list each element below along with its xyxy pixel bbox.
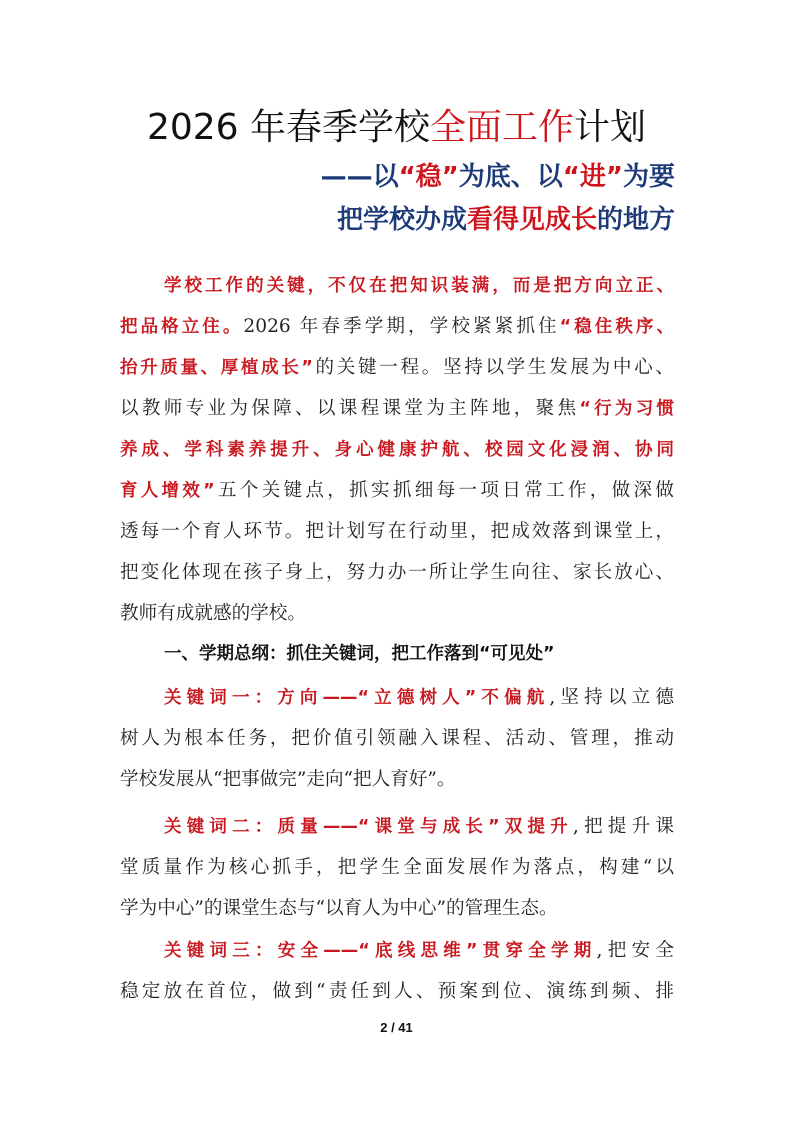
subtitle1-part3: 为要 [622,162,675,192]
intro-line-6: 育人增效”五个关键点，抓实抓细每一项日常工作，做深做 [120,480,674,501]
intro-line-1: 学校工作的关键，不仅在把知识装满，而是把方向立正、 [164,276,674,296]
intro-line-9: 教师有成就感的学校。 [120,603,306,624]
intro-line-5: 养成、学科素养提升、身心健康护航、校园文化浸润、协同 [120,440,674,460]
intro-line-2: 把品格立住。2026 年春季学期，学校紧紧抓住“稳住秩序、 [120,316,674,337]
title-suffix: 计划 [574,107,647,148]
kw3-line-1: 关键词三：安全——“底线思维”贯穿全学期,把安全 [164,940,674,961]
intro-paragraph [120,265,674,634]
title-prefix: 2026 年春季学校 [146,107,431,148]
kw2-line-2: 堂质量作为核心抓手，把学生全面发展作为落点，构建“以 [120,857,674,878]
subtitle1-quote-stable: “稳” [398,162,459,192]
subtitle2-highlight: 看得见成长 [466,205,597,235]
page-title [0,102,793,154]
kw2-line-3: 学为中心”的课堂生态与“以育人为中心”的管理生态。 [120,898,558,919]
intro-line-4: 以教师专业为保障、以课程课堂为主阵地，聚焦“行为习惯 [120,398,674,419]
keyword-3-paragraph [120,930,674,1012]
subtitle2-part1: 把学校办成 [336,205,467,235]
subtitle2-part2: 的地方 [596,205,675,235]
title-highlight: 全面工作 [430,107,575,148]
keyword-2-paragraph [120,806,674,929]
intro-line-8: 把变化体现在孩子身上，努力办一所让学生向往、家长放心、 [120,562,674,583]
kw2-line-1: 关键词二：质量——“课堂与成长”双提升,把提升课 [164,816,674,837]
keyword-1-paragraph [120,677,674,800]
section-heading-1: 一、学期总纲：抓住关键词，把工作落到“可见处” [164,644,555,664]
intro-line-7: 透每一个育人环节。把计划写在行动里，把成效落到课堂上， [120,521,674,542]
subtitle1-quote-progress: “进” [562,162,623,192]
page-number: 2 / 41 [380,1020,413,1035]
subtitle1-part2: 为底、以 [458,162,563,192]
intro-line-3: 抬升质量、厚植成长”的关键一程。坚持以学生发展为中心、 [120,357,674,378]
kw3-line-2: 稳定放在首位，做到“责任到人、预案到位、演练到频、排 [120,981,674,1002]
subtitle1-part1: ——以 [320,162,399,192]
subtitle-line-1 [321,157,675,197]
kw1-line-2: 树人为根本任务，把价值引领融入课程、活动、管理，推动 [120,728,674,749]
kw1-line-1: 关键词一：方向——“立德树人”不偏航,坚持以立德 [164,687,674,708]
subtitle-line-2 [337,200,675,240]
kw1-line-3: 学校发展从“把事做完”走向“把人育好”。 [120,769,456,790]
